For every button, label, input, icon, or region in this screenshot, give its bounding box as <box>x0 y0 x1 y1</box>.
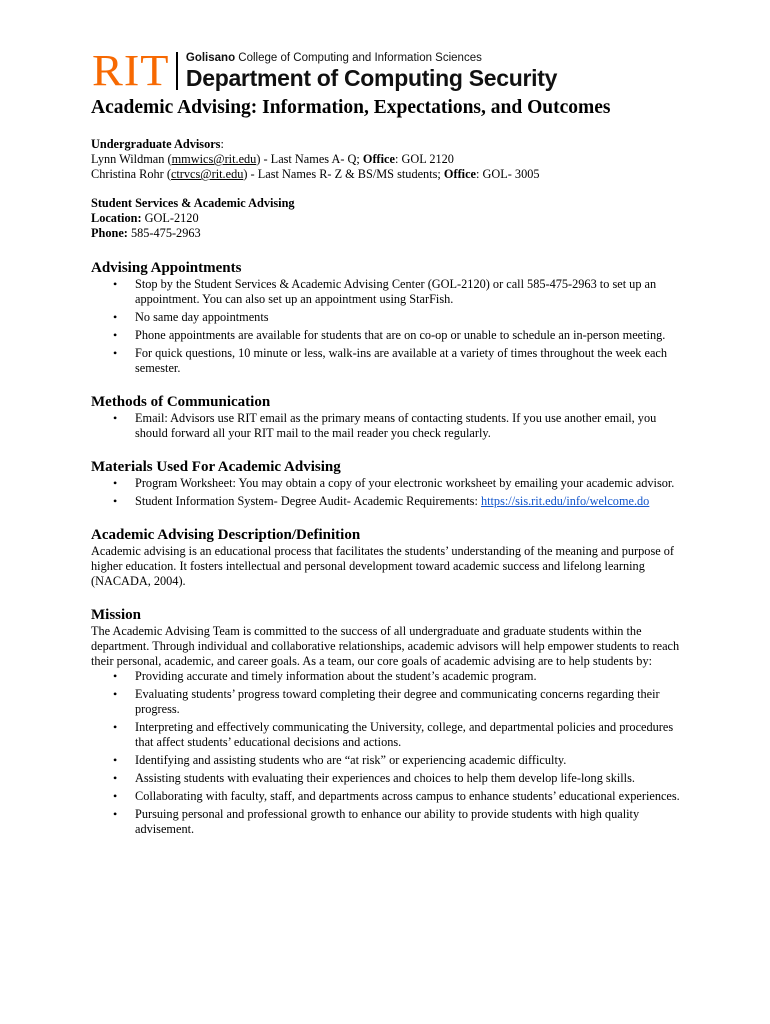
list-item: • Email: Advisors use RIT email as the primary means of contacting students. If you use another email, you should forward all your RIT mail to the mail reader you check regularly. <box>113 411 657 440</box>
list-item: • Program Worksheet: You may obtain a copy of your electronic worksheet by emailing your academic advisor. <box>113 476 675 490</box>
page-title: Academic Advising: Information, Expectations, and Outcomes <box>91 97 611 118</box>
mission-list <box>91 669 683 837</box>
list-item: • Identifying and assisting students who are “at risk” or experiencing academic difficulty. <box>113 753 567 767</box>
communication-heading: Methods of Communication <box>91 394 271 410</box>
list-item: • Evaluating students’ progress toward completing their degree and communicating concerns regarding their progress. <box>113 687 660 716</box>
list-item: • No same day appointments <box>113 310 269 324</box>
materials-heading: Materials Used For Academic Advising <box>91 459 341 475</box>
list-item: • Phone appointments are available for students that are on co-op or unable to schedule an in-person meeting. <box>113 328 666 342</box>
department-name: Department of Computing Security <box>185 64 558 91</box>
logo-divider <box>176 52 178 90</box>
communication-list <box>91 411 683 441</box>
list-item: • Student Information System- Degree Audit- Academic Requirements: https://sis.rit.edu/info/welcome.do <box>113 494 650 508</box>
mission-text: The Academic Advising Team is committed to the success of all undergraduate and graduate students within the department. Through individual and collaborative relationships, academic advisors will help empower students to reach their personal, academic, and career goals. As a team, our core goals of academic advising are to help students by: <box>91 624 680 668</box>
services-heading: Student Services & Academic Advising <box>91 196 295 210</box>
list-item: • Interpreting and effectively communicating the University, college, and departmental policies and procedures that affect students’ educational decisions and actions. <box>113 720 674 749</box>
department-block <box>186 52 557 91</box>
list-item: • Collaborating with faculty, staff, and departments across campus to enhance students’ educational experiences. <box>113 789 680 803</box>
services-location: Location: GOL-2120 <box>91 211 199 225</box>
advisor-email-link[interactable]: mmwics@rit.edu <box>171 152 257 166</box>
services-section <box>91 196 683 241</box>
header-logo <box>92 46 558 95</box>
advisors-heading: Undergraduate Advisors: <box>91 137 224 151</box>
services-phone: Phone: 585-475-2963 <box>91 226 201 240</box>
appointments-heading: Advising Appointments <box>91 260 242 276</box>
description-text: Academic advising is an educational process that facilitates the students’ understanding of the meaning and purpose of higher education. It fosters intellectual and personal development toward academic success and lifelong learning (NACADA, 2004). <box>91 544 675 588</box>
list-item: • Pursuing personal and professional growth to enhance our ability to provide students with high quality advisement. <box>113 807 640 836</box>
advisor-line-1: Lynn Wildman (mmwics@rit.edu) - Last Names A- Q; Office: GOL 2120 <box>91 152 454 166</box>
list-item: • Providing accurate and timely information about the student’s academic program. <box>113 669 537 683</box>
advisor-email-link[interactable]: ctrvcs@rit.edu <box>170 167 244 181</box>
mission-heading: Mission <box>91 607 142 623</box>
rit-logo: RIT <box>92 46 170 95</box>
appointments-list <box>91 277 683 376</box>
list-item: • Assisting students with evaluating their experiences and choices to help them develop life-long skills. <box>113 771 635 785</box>
list-item: • Stop by the Student Services & Academic Advising Center (GOL-2120) or call 585-475-2963 to set up an appointment. You can also set up an appointment using StarFish. <box>113 277 657 306</box>
advisors-section <box>91 137 683 182</box>
college-name: Golisano College of Computing and Information Sciences <box>185 51 482 64</box>
sis-link[interactable]: https://sis.rit.edu/info/welcome.do <box>480 494 650 508</box>
description-heading: Academic Advising Description/Definition <box>91 527 361 543</box>
advisor-line-2: Christina Rohr (ctrvcs@rit.edu) - Last Names R- Z & BS/MS students; Office: GOL- 3005 <box>91 167 540 181</box>
materials-list <box>91 476 683 509</box>
document-content <box>91 96 683 840</box>
list-item: • For quick questions, 10 minute or less, walk-ins are available at a variety of times throughout the week each semester. <box>113 346 668 375</box>
